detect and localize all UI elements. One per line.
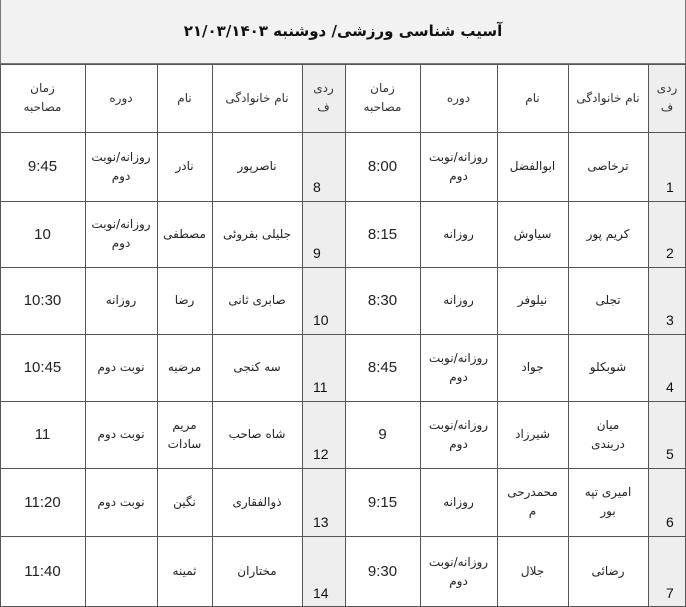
grid-line-vertical	[0, 64, 1, 607]
interview-time: 8:45	[367, 359, 398, 376]
last-name-cell: سه کنجی	[233, 360, 281, 374]
interview-time: 9:45	[27, 158, 58, 175]
grid-line-vertical	[85, 64, 86, 607]
first-name-cell: نادر	[175, 159, 194, 173]
first-name-cell: جلال	[520, 564, 545, 578]
period-cell: روزانه/نوبت دوم	[428, 350, 489, 384]
interview-time: 11	[34, 426, 51, 443]
last-name-cell: جلیلی بفروئی	[223, 226, 291, 241]
first-name-cell: نگین	[173, 494, 196, 509]
interview-time: 8:30	[367, 292, 398, 309]
period-cell: روزانه/نوبت دوم	[428, 554, 489, 588]
grid-line-horizontal	[0, 267, 686, 268]
period-cell: روزانه/نوبت دوم	[91, 217, 151, 250]
first-name-cell: سیاوش	[513, 226, 552, 241]
row-number: 6	[666, 514, 674, 530]
last-name-cell: ناصرپور	[237, 159, 277, 173]
column-header: نام	[177, 90, 192, 105]
interview-time: 11:40	[24, 563, 61, 580]
grid-line-horizontal	[0, 201, 686, 202]
column-header: ردی ف	[313, 81, 334, 114]
first-name-cell: نیلوفر	[517, 293, 548, 307]
last-name-cell: امیری تپه بور	[584, 485, 632, 518]
grid-line-vertical	[648, 64, 649, 607]
grid-line-horizontal	[0, 334, 686, 335]
column-header: دوره	[109, 90, 133, 105]
column-header: زمان مصاحبه	[23, 81, 62, 114]
last-name-cell: میان دربندی	[591, 417, 625, 451]
page-title: آسیب شناسی ورزشی/ دوشنبه ۲۱/۰۳/۱۴۰۳	[183, 22, 503, 40]
first-name-cell: شیرزاد	[515, 427, 550, 441]
period-cell: نوبت دوم	[97, 494, 145, 509]
column-header: ردی ف	[656, 81, 678, 114]
last-name-cell: ذوالفقاری	[232, 494, 282, 509]
column-header: نام خانوادگی	[576, 90, 640, 105]
row-number-secondary: 8	[313, 179, 321, 195]
interview-time: 10:45	[23, 359, 62, 376]
interview-time: 10	[34, 225, 51, 243]
first-name-cell: مصطفی	[163, 226, 206, 241]
first-name-cell: محمدرحی م	[507, 485, 558, 518]
period-cell: روزانه	[443, 293, 474, 307]
grid-line-horizontal	[0, 132, 686, 133]
first-name-cell: مرضیه	[167, 360, 202, 374]
row-number: 1	[666, 179, 674, 195]
grid-line-vertical	[568, 64, 569, 607]
row-number-secondary: 12	[313, 446, 329, 462]
grid-line-vertical	[497, 64, 498, 607]
last-name-cell: ترخاصی	[587, 159, 629, 173]
last-name-cell: صابری ثانی	[228, 293, 286, 307]
last-name-cell: شاه صاحب	[228, 427, 286, 441]
first-name-cell: جواد	[521, 360, 544, 374]
period-cell	[85, 536, 157, 607]
interview-time: 8:15	[367, 225, 398, 243]
grid-line-horizontal	[0, 64, 686, 65]
period-cell: روزانه	[443, 494, 474, 509]
row-number: 2	[666, 245, 674, 261]
period-cell: روزانه	[105, 293, 137, 307]
interview-time: 8:00	[367, 158, 398, 175]
grid-line-vertical	[420, 64, 421, 607]
row-number: 5	[666, 446, 674, 462]
row-number-secondary: 14	[313, 585, 329, 601]
last-name-cell: کریم پور	[586, 226, 630, 241]
period-cell: روزانه	[443, 226, 474, 241]
period-cell: نوبت دوم	[97, 427, 145, 441]
interview-time: 10:30	[23, 292, 62, 309]
grid-line-vertical	[157, 64, 158, 607]
column-header: دوره	[446, 90, 471, 105]
last-name-cell: تجلی	[595, 293, 621, 307]
grid-line-horizontal	[0, 536, 686, 537]
period-cell: روزانه/نوبت دوم	[428, 149, 489, 183]
row-number-secondary: 11	[313, 379, 328, 395]
interview-time: 11:20	[24, 493, 61, 511]
grid-line-vertical	[302, 64, 303, 607]
row-number-secondary: 13	[313, 514, 329, 530]
period-cell: نوبت دوم	[97, 360, 145, 374]
first-name-cell: مریم سادات	[167, 417, 202, 451]
interview-time: 9:30	[367, 563, 398, 580]
column-header: نام	[525, 90, 540, 105]
first-name-cell: رضا	[174, 293, 195, 307]
row-number-secondary: 10	[313, 312, 329, 328]
last-name-cell: رضائی	[591, 564, 625, 578]
column-header: زمان مصاحبه	[363, 81, 402, 114]
interview-time: 9:15	[367, 493, 398, 511]
period-cell: روزانه/نوبت دوم	[91, 149, 151, 183]
schedule-table	[0, 64, 686, 607]
grid-line-horizontal	[0, 401, 686, 402]
last-name-cell: شوبکلو	[589, 360, 627, 374]
row-number: 7	[666, 585, 674, 601]
period-cell: روزانه/نوبت دوم	[428, 417, 489, 451]
grid-line-vertical	[345, 64, 346, 607]
grid-line-horizontal	[0, 468, 686, 469]
first-name-cell: ثمینه	[172, 564, 197, 578]
grid-line-vertical	[212, 64, 213, 607]
interview-time: 9	[378, 426, 387, 443]
last-name-cell: مختاران	[237, 564, 277, 578]
column-header: نام خانوادگی	[225, 90, 289, 105]
title-bar	[0, 0, 686, 64]
row-number: 4	[666, 379, 674, 395]
first-name-cell: ابوالفضل	[509, 159, 556, 173]
row-number: 3	[666, 312, 674, 328]
row-number-secondary: 9	[313, 245, 321, 261]
